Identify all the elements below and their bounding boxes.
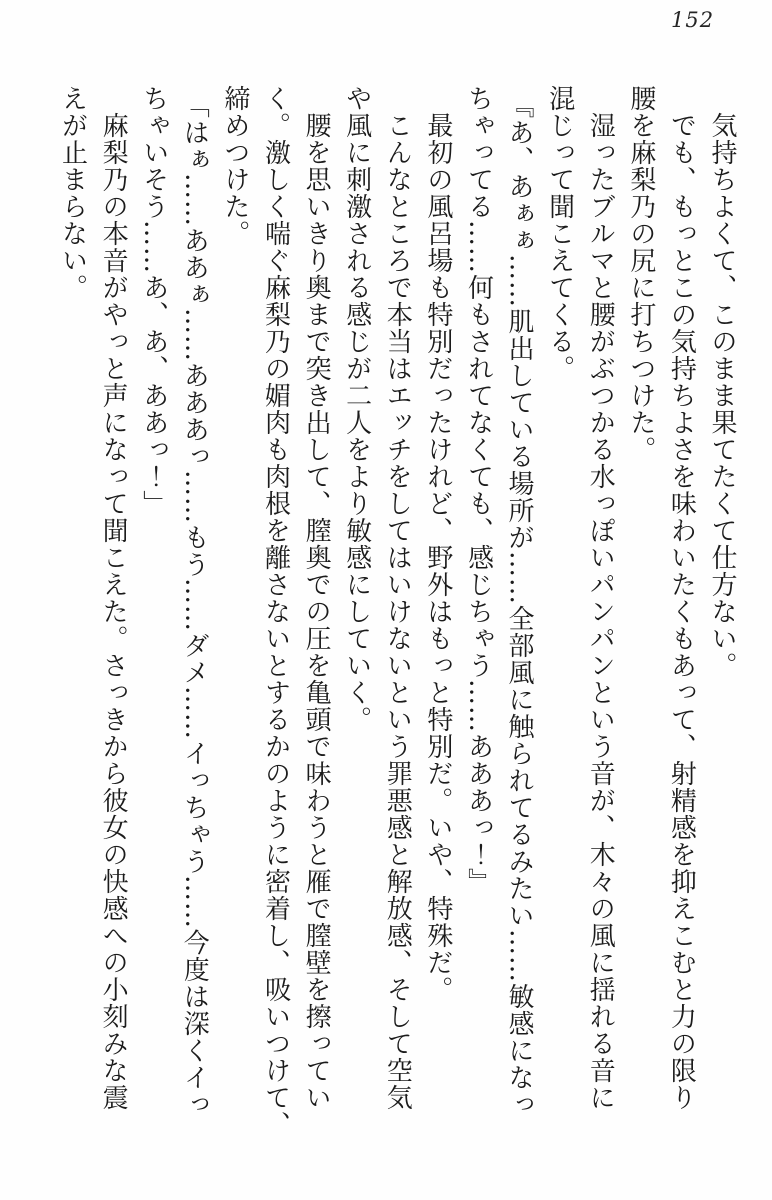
text-line: く。激しく喘ぐ麻梨乃の媚肉も肉根を離さないとするかのように密着し、吸いつけて、: [260, 85, 291, 1138]
text-line: えが止まらない。: [57, 85, 88, 301]
text-line: 締めつけた。: [219, 85, 250, 247]
text-line: 混じって聞こえてくる。: [544, 85, 575, 382]
text-line-dialogue: ちゃってる……何もされてなくても、感じちゃう……あああっ！』: [463, 85, 494, 895]
text-line: 気持ちよくて、このまま果てたくて仕方ない。: [707, 112, 737, 679]
text-line: 腰を麻梨乃の尻に打ちつけた。: [625, 85, 656, 463]
text-body: [52, 85, 742, 1200]
text-line: 湿ったブルマと腰がぶつかる水っぽいパンパンという音が、木々の風に揺れる音に: [585, 112, 616, 1111]
page-number: 152: [671, 8, 715, 32]
text-line: でも、もっとこの気持ちよさを味わいたくもあって、射精感を抑えこむと力の限り: [666, 112, 697, 1111]
text-line-dialogue: ちゃいそう……あ、あ、ああっ！」: [138, 85, 169, 517]
text-line: 麻梨乃の本音がやっと声になって聞こえた。さっきから彼女の快感への小刻みな震: [98, 112, 129, 1111]
text-line: こんなところで本当はエッチをしてはいけないという罪悪感と解放感、そして空気: [382, 112, 413, 1111]
text-line-dialogue: 「はぁ……ああぁ……あああっ……もう……ダメ……イっちゃう……今度は深くイっ: [179, 92, 210, 1118]
text-line-dialogue: 『あ、あぁぁ……肌出している場所が……全部風に触られてるみたい……敏感になっ: [504, 92, 535, 1118]
text-line: や風に刺激される感じが二人をより敏感にしていく。: [341, 85, 372, 733]
text-line: 最初の風呂場も特別だったけれど、野外はもっと特別だ。いや、特殊だ。: [422, 112, 453, 1003]
text-line: 腰を思いきり奥まで突き出して、膣奥での圧を亀頭で味わうと雁で膣壁を擦ってい: [301, 112, 332, 1111]
